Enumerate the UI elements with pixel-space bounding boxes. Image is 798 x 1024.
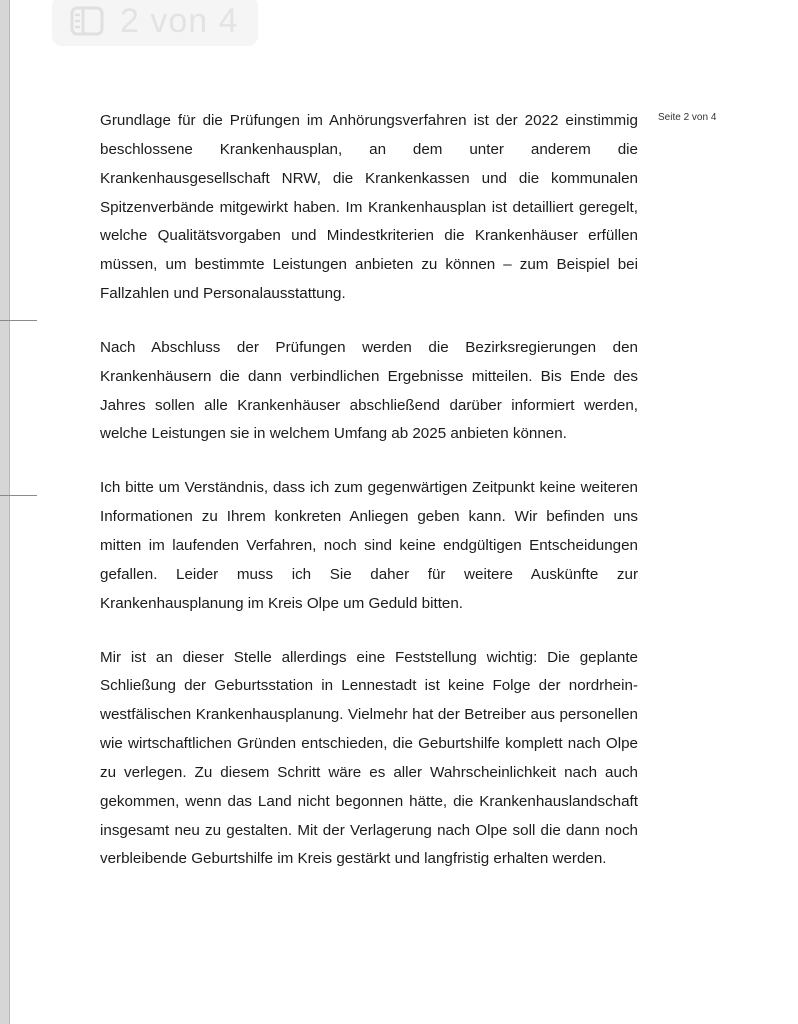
- page-left-edge: [0, 0, 9, 1024]
- page-indicator-text: 2 von 4: [120, 1, 239, 40]
- page-indicator[interactable]: [52, 0, 258, 46]
- paragraph: Nach Abschluss der Prüfungen werden die Bezirksregierungen den Krankenhäusern die dann verbindlichen Ergebnisse mitteilen. Bis Ende des Jahres sollen alle Krankenhäuser abschließend darüber informiert werden, welche Leistungen sie in welchem Umfang ab 2025 anbieten können.: [100, 338, 638, 443]
- fold-mark-bottom: [0, 495, 37, 496]
- paragraph: Mir ist an dieser Stelle allerdings eine Feststellung wichtig: Die geplante Schließung der Geburtsstation in Lennestadt ist keine Folge der nordrhein-westfälischen Krankenhausplanung. Vielmehr hat der Betreiber aus personellen wie wirtschaftlichen Gründen entschieden, die Geburtshilfe komplett nach Olpe zu verlegen. Zu diesem Schritt wäre es aller Wahrscheinlichkeit nach auch gekommen, wenn das Land nicht begonnen hätte, die Krankenhauslandschaft insgesamt neu zu gestalten. Mit der Verlagerung nach Olpe soll die dann noch verbleibende Geburtshilfe im Kreis gestärkt und langfristig erhalten werden.: [100, 648, 638, 868]
- paragraph: Ich bitte um Verständnis, dass ich zum gegenwärtigen Zeitpunkt keine weiteren Informationen zu Ihrem konkreten Anliegen geben kann. Wir befinden uns mitten im laufenden Verfahren, noch sind keine endgültigen Entscheidungen gefallen. Leider muss ich Sie daher für weitere Auskünfte zur Krankenhausplanung im Kreis Olpe um Geduld bitten.: [100, 479, 638, 612]
- page-left-edge-line: [9, 0, 10, 1024]
- letter-body: [100, 107, 638, 899]
- sidebar-icon: [70, 6, 104, 36]
- fold-mark-top: [0, 320, 37, 321]
- paragraph: Grundlage für die Prüfungen im Anhörungsverfahren ist der 2022 einstimmig beschlossene Krankenhausplan, an dem unter anderem die Krankenhausgesellschaft NRW, die Krankenkassen und die kommunalen Spitzenverbände mitgewirkt haben. Im Krankenhausplan ist detailliert geregelt, welche Qualitätsvorgaben und Mindestkriterien die Krankenhäuser erfüllen müssen, um bestimmte Leistungen anbieten zu können – zum Beispiel bei Fallzahlen und Personalausstattung.: [100, 112, 638, 303]
- page-number-label: Seite 2 von 4: [658, 112, 717, 123]
